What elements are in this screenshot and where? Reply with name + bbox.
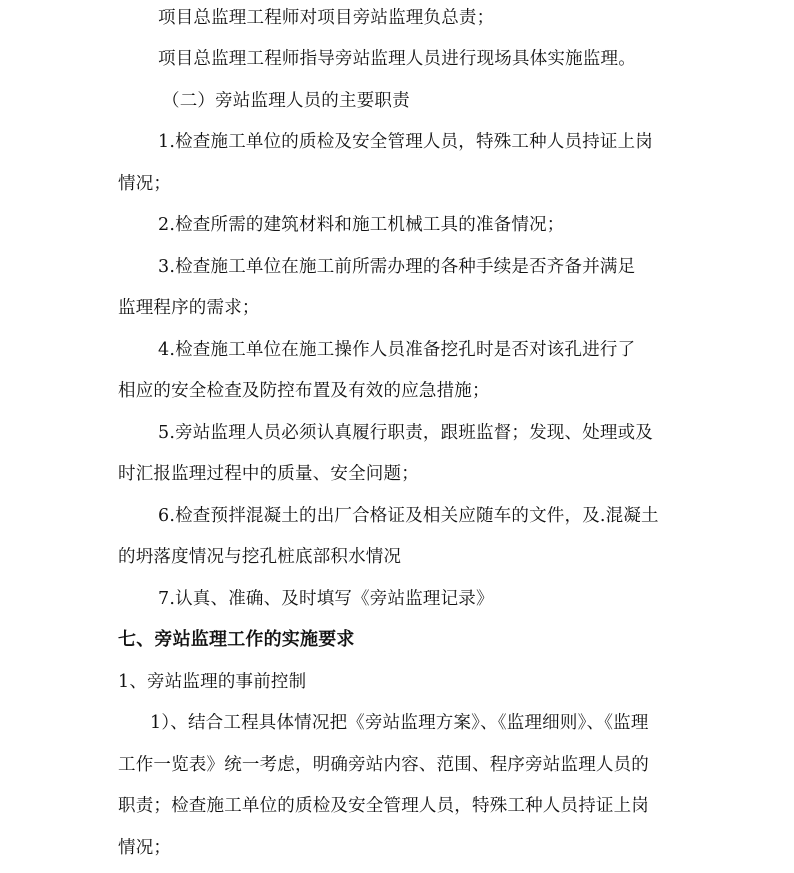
subsection-heading: 1、旁站监理的事前控制 bbox=[118, 672, 307, 692]
paragraph-line: 1.检查施工单位的质检及安全管理人员，特殊工种人员持证上岗 bbox=[158, 132, 653, 152]
paragraph-line: 7.认真、准确、及时填写《旁站监理记录》 bbox=[158, 589, 494, 609]
section-heading: 七、旁站监理工作的实施要求 bbox=[118, 629, 355, 650]
paragraph-line: 职责；检查施工单位的质检及安全管理人员，特殊工种人员持证上岗 bbox=[118, 796, 649, 816]
paragraph-line: 相应的安全检查及防控布置及有效的应急措施； bbox=[118, 381, 490, 401]
paragraph-line: 3.检查施工单位在施工前所需办理的各种手续是否齐备并满足 bbox=[158, 257, 636, 277]
paragraph-line: 情况； bbox=[118, 174, 172, 194]
paragraph-line: 监理程序的需求； bbox=[118, 298, 260, 318]
paragraph-line: 的坍落度情况与挖孔桩底部积水情况 bbox=[118, 547, 402, 567]
section-subheading: （二）旁站监理人员的主要职责 bbox=[162, 91, 410, 111]
paragraph-line: 4.检查施工单位在施工操作人员准备挖孔时是否对该孔进行了 bbox=[158, 340, 636, 360]
paragraph-line: 工作一览表》统一考虑，明确旁站内容、范围、程序旁站监理人员的 bbox=[118, 755, 649, 775]
paragraph-line: 情况； bbox=[118, 838, 172, 858]
paragraph-line: 项目总监理工程师指导旁站监理人员进行现场具体实施监理。 bbox=[158, 49, 636, 69]
paragraph-line: 5.旁站监理人员必须认真履行职责，跟班监督；发现、处理或及 bbox=[158, 423, 653, 443]
paragraph-line: 1）、结合工程具体情况把《旁站监理方案》、《监理细则》、《监理 bbox=[150, 713, 649, 733]
paragraph-line: 6.检查预拌混凝土的出厂合格证及相关应随车的文件，及.混凝土 bbox=[158, 506, 659, 526]
paragraph-line: 时汇报监理过程中的质量、安全问题； bbox=[118, 464, 419, 484]
paragraph-line: 项目总监理工程师对项目旁站监理负总责； bbox=[158, 8, 495, 28]
paragraph-line: 2.检查所需的建筑材料和施工机械工具的准备情况； bbox=[158, 215, 565, 235]
